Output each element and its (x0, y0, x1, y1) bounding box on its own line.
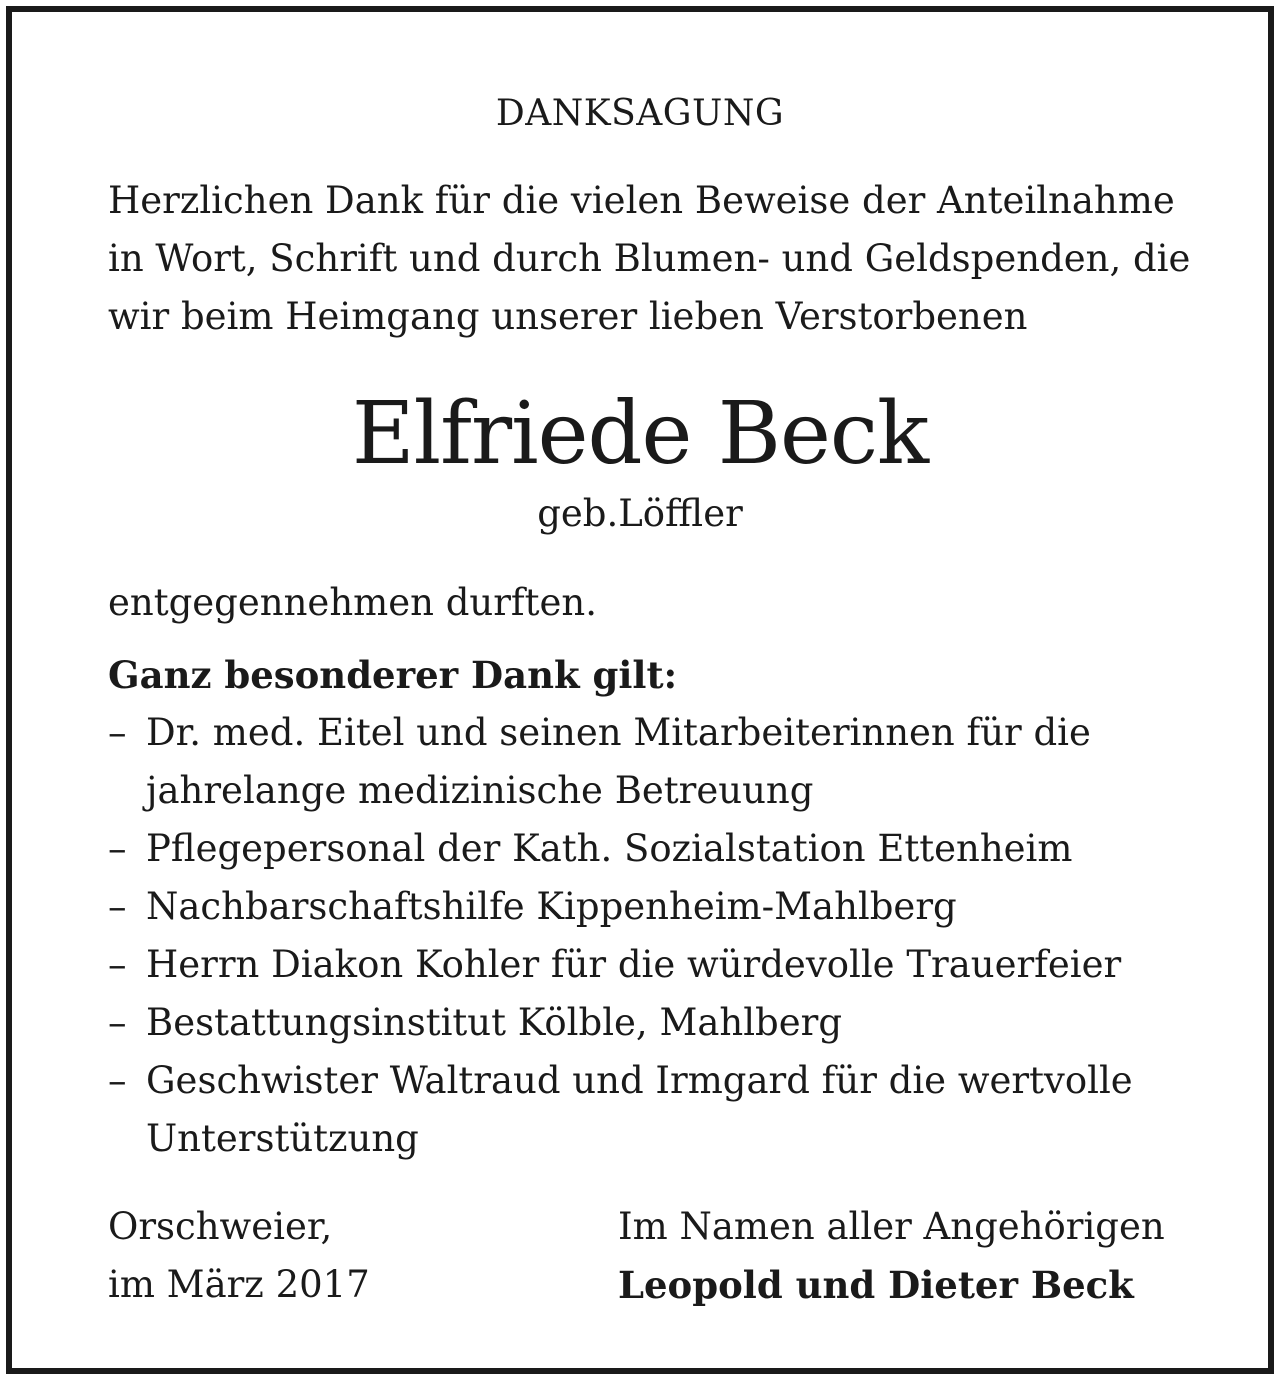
special-thanks-heading: Ganz besonderer Dank gilt: (108, 653, 678, 697)
intro-line: in Wort, Schrift und durch Blumen- und Geldspenden, die (108, 237, 1191, 280)
list-item (108, 1052, 1208, 1168)
dash-bullet: – (108, 827, 127, 870)
list-item (108, 704, 1208, 820)
dash-bullet: – (108, 885, 127, 928)
dash-bullet: – (108, 943, 127, 986)
list-item-line: Geschwister Waltraud und Irmgard für die wertvolle (146, 1059, 1133, 1102)
list-item (108, 936, 1208, 994)
list-item-line: Unterstützung (146, 1117, 419, 1160)
list-item (108, 878, 1208, 936)
list-item-line: Nachbarschaftshilfe Kippenheim-Mahlberg (146, 885, 957, 928)
signatories: Leopold und Dieter Beck (618, 1263, 1134, 1307)
signature-block (618, 1198, 1165, 1314)
list-item-line: jahrelange medizinische Betreuung (146, 769, 814, 812)
list-item (108, 994, 1208, 1052)
dash-bullet: – (108, 1001, 127, 1044)
on-behalf-text: Im Namen aller Angehörigen (618, 1205, 1165, 1248)
list-item-line: Pflegepersonal der Kath. Sozialstation Ettenheim (146, 827, 1073, 870)
intro-line: Herzlichen Dank für die vielen Beweise der Anteilnahme (108, 179, 1175, 222)
list-item (108, 820, 1208, 878)
after-name-text: entgegennehmen durften. (108, 581, 597, 624)
place-date-block (108, 1198, 370, 1314)
place: Orschweier, (108, 1205, 333, 1248)
intro-paragraph (108, 172, 1191, 346)
notice-frame (6, 6, 1274, 1374)
special-thanks-list (108, 704, 1208, 1168)
list-item-line: Bestattungsinstitut Kölble, Mahlberg (146, 1001, 843, 1044)
list-item-line: Dr. med. Eitel und seinen Mitarbeiterinnen für die (146, 711, 1091, 754)
maiden-name: geb.Löffler (537, 492, 743, 535)
dash-bullet: – (108, 711, 127, 754)
list-item-line: Herrn Diakon Kohler für die würdevolle Trauerfeier (146, 943, 1122, 986)
notice-heading: DANKSAGUNG (495, 93, 785, 134)
dash-bullet: – (108, 1059, 127, 1102)
intro-line: wir beim Heimgang unserer lieben Verstorbenen (108, 295, 1028, 338)
date: im März 2017 (108, 1263, 370, 1306)
deceased-name: Elfriede Beck (351, 384, 929, 484)
